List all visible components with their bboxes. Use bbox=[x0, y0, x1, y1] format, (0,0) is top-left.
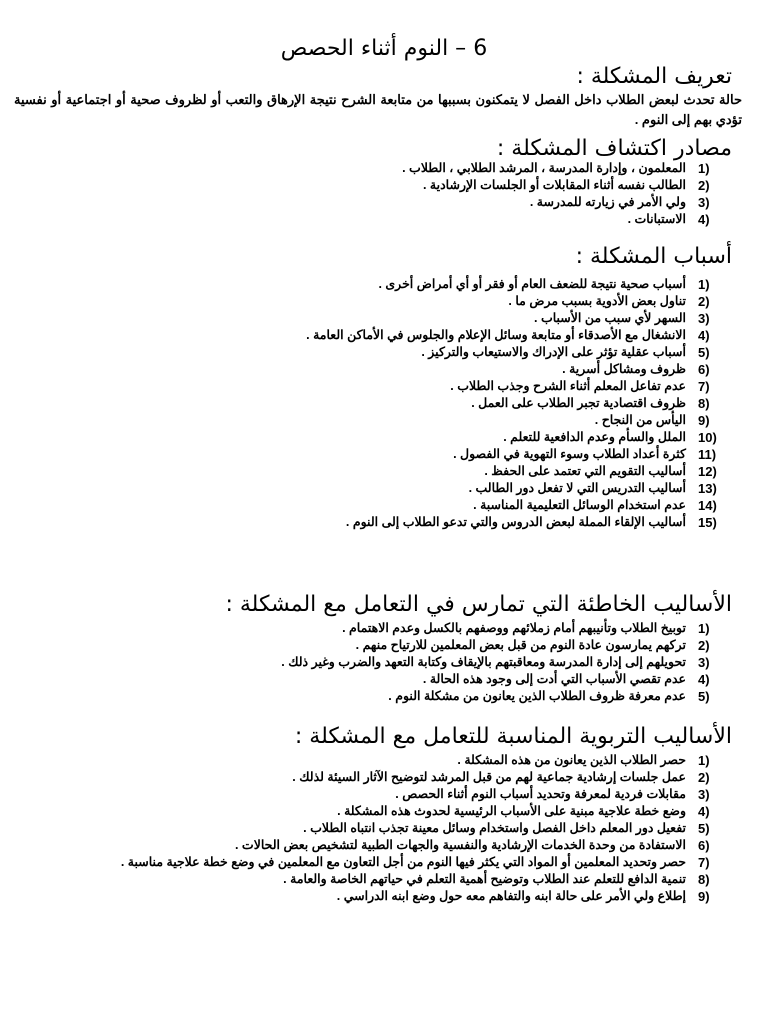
list-item-number: 15) bbox=[698, 515, 717, 530]
list-item-text: أسباب صحية نتيجة للضعف العام أو فقر أو أي أمراض أخرى . bbox=[378, 277, 686, 291]
definition-text: حالة تحدث لبعض الطلاب داخل الفصل لا يتمكنون بسببها من متابعة الشرح نتيجة الإرهاق والتعب أو لظروف صحية أو اجتماعية أو نفسية تؤدي بهم إلى النوم . bbox=[14, 92, 742, 127]
list-item bbox=[0, 293, 768, 310]
list-item-number: 1) bbox=[698, 161, 710, 176]
list-item bbox=[0, 160, 768, 177]
list-item-text: تنمية الدافع للتعلم عند الطلاب وتوضيح أهمية التعلم في حياتهم الخاصة والعامة . bbox=[283, 872, 686, 886]
list-item bbox=[0, 412, 768, 429]
list-item-number: 3) bbox=[698, 655, 710, 670]
list-item-text: ولي الأمر في زيارته للمدرسة . bbox=[529, 195, 686, 209]
causes-heading: أسباب المشكلة : bbox=[575, 244, 732, 269]
list-item-text: إطلاع ولي الأمر على حالة ابنه والتفاهم معه حول وضع ابنه الدراسي . bbox=[336, 889, 686, 903]
list-item bbox=[0, 803, 768, 820]
list-item-text: تركهم يمارسون عادة النوم من قبل بعض المعلمين للارتياح منهم . bbox=[355, 638, 686, 652]
educational-methods-heading: الأساليب التربوية المناسبة للتعامل مع المشكلة : bbox=[294, 724, 732, 749]
list-item-number: 5) bbox=[698, 345, 710, 360]
list-item bbox=[0, 446, 768, 463]
list-item bbox=[0, 837, 768, 854]
list-item-text: عدم استخدام الوسائل التعليمية المناسبة . bbox=[473, 498, 686, 512]
list-item-number: 9) bbox=[698, 413, 710, 428]
list-item-number: 13) bbox=[698, 481, 717, 496]
list-item bbox=[0, 820, 768, 837]
list-item bbox=[0, 344, 768, 361]
list-item bbox=[0, 854, 768, 871]
list-item bbox=[0, 177, 768, 194]
list-item-text: توبيخ الطلاب وتأنيبهم أمام زملائهم ووصفهم بالكسل وعدم الاهتمام . bbox=[342, 621, 686, 635]
list-item-number: 11) bbox=[698, 447, 717, 462]
list-item-text: تحويلهم إلى إدارة المدرسة ومعاقبتهم بالإيقاف وكتابة التعهد والضرب وغير ذلك . bbox=[281, 655, 686, 669]
list-item-text: السهر لأي سبب من الأسباب . bbox=[534, 311, 686, 325]
list-item-text: أساليب الإلقاء المملة لبعض الدروس والتي تدعو الطلاب إلى النوم . bbox=[345, 515, 686, 529]
list-item-number: 3) bbox=[698, 311, 710, 326]
list-item-text: كثرة أعداد الطلاب وسوء التهوية في الفصول . bbox=[453, 447, 686, 461]
list-item-number: 4) bbox=[698, 212, 710, 227]
list-item bbox=[0, 480, 768, 497]
list-item bbox=[0, 654, 768, 671]
list-item-number: 4) bbox=[698, 672, 710, 687]
list-item bbox=[0, 620, 768, 637]
list-item-number: 2) bbox=[698, 638, 710, 653]
list-item bbox=[0, 752, 768, 769]
list-item bbox=[0, 671, 768, 688]
list-item-number: 2) bbox=[698, 178, 710, 193]
list-item-text: أساليب التدريس التي لا تفعل دور الطالب . bbox=[468, 481, 686, 495]
list-item-number: 14) bbox=[698, 498, 717, 513]
list-item bbox=[0, 786, 768, 803]
list-item-text: الطالب نفسه أثناء المقابلات أو الجلسات الإرشادية . bbox=[422, 178, 686, 192]
list-item-text: حصر الطلاب الذين يعانون من هذه المشكلة . bbox=[457, 753, 686, 767]
list-item-number: 5) bbox=[698, 689, 710, 704]
list-item-number: 3) bbox=[698, 195, 710, 210]
list-item bbox=[0, 688, 768, 705]
page-title: 6 – النوم أثناء الحصص bbox=[280, 36, 488, 61]
list-item-text: تناول بعض الأدوية بسبب مرض ما . bbox=[508, 294, 686, 308]
list-item-number: 10) bbox=[698, 430, 717, 445]
list-item-number: 1) bbox=[698, 753, 710, 768]
list-item bbox=[0, 395, 768, 412]
list-item-number: 2) bbox=[698, 294, 710, 309]
list-item-text: ظروف ومشاكل أسرية . bbox=[562, 362, 686, 376]
list-item bbox=[0, 497, 768, 514]
list-item bbox=[0, 637, 768, 654]
list-item-text: الملل والسأم وعدم الدافعية للتعلم . bbox=[503, 430, 686, 444]
educational-methods-list bbox=[0, 752, 768, 905]
list-item-text: المعلمون ، وإدارة المدرسة ، المرشد الطلابي ، الطلاب . bbox=[402, 161, 686, 175]
wrong-methods-heading: الأساليب الخاطئة التي تمارس في التعامل مع المشكلة : bbox=[225, 592, 732, 617]
list-item-text: عدم تفاعل المعلم أثناء الشرح وجذب الطلاب . bbox=[450, 379, 686, 393]
sources-heading: مصادر اكتشاف المشكلة : bbox=[496, 136, 732, 161]
list-item-number: 4) bbox=[698, 328, 710, 343]
list-item-text: مقابلات فردية لمعرفة وتحديد أسباب النوم أثناء الحصص . bbox=[395, 787, 686, 801]
list-item-number: 7) bbox=[698, 855, 710, 870]
list-item bbox=[0, 194, 768, 211]
list-item bbox=[0, 361, 768, 378]
list-item-text: تفعيل دور المعلم داخل الفصل واستخدام وسائل معينة تجذب انتباه الطلاب . bbox=[303, 821, 686, 835]
list-item bbox=[0, 310, 768, 327]
list-item-text: الاستفادة من وحدة الخدمات الإرشادية والنفسية والجهات الطبية لتشخيص بعض الحالات . bbox=[234, 838, 686, 852]
list-item-number: 1) bbox=[698, 277, 710, 292]
wrong-methods-list bbox=[0, 620, 768, 705]
list-item bbox=[0, 888, 768, 905]
list-item bbox=[0, 429, 768, 446]
list-item-text: عدم معرفة ظروف الطلاب الذين يعانون من مشكلة النوم . bbox=[388, 689, 686, 703]
list-item bbox=[0, 276, 768, 293]
list-item-number: 8) bbox=[698, 396, 710, 411]
list-item bbox=[0, 871, 768, 888]
list-item-number: 3) bbox=[698, 787, 710, 802]
list-item-text: عدم تقصي الأسباب التي أدت إلى وجود هذه الحالة . bbox=[422, 672, 686, 686]
list-item bbox=[0, 378, 768, 395]
list-item-number: 2) bbox=[698, 770, 710, 785]
list-item-text: أسباب عقلية تؤثر على الإدراك والاستيعاب والتركيز . bbox=[421, 345, 686, 359]
list-item-number: 8) bbox=[698, 872, 710, 887]
list-item-number: 1) bbox=[698, 621, 710, 636]
list-item bbox=[0, 211, 768, 228]
list-item-number: 5) bbox=[698, 821, 710, 836]
list-item-text: ظروف اقتصادية تجبر الطلاب على العمل . bbox=[471, 396, 686, 410]
list-item-text: وضع خطة علاجية مبنية على الأسباب الرئيسية لحدوث هذه المشكلة . bbox=[337, 804, 686, 818]
list-item-text: الانشغال مع الأصدقاء أو متابعة وسائل الإعلام والجلوس في الأماكن العامة . bbox=[306, 328, 686, 342]
list-item-text: عمل جلسات إرشادية جماعية لهم من قبل المرشد لتوضيح الآثار السيئة لذلك . bbox=[292, 770, 686, 784]
list-item-number: 7) bbox=[698, 379, 710, 394]
list-item-text: اليأس من النجاح . bbox=[594, 413, 686, 427]
list-item bbox=[0, 327, 768, 344]
sources-list bbox=[0, 160, 768, 228]
list-item bbox=[0, 514, 768, 531]
causes-list bbox=[0, 276, 768, 531]
list-item bbox=[0, 463, 768, 480]
list-item-number: 6) bbox=[698, 838, 710, 853]
list-item-number: 4) bbox=[698, 804, 710, 819]
list-item-text: حصر وتحديد المعلمين أو المواد التي يكثر فيها النوم من أجل التعاون مع المعلمين في وضع خطة علاجية مناسبة . bbox=[120, 855, 686, 869]
list-item-number: 9) bbox=[698, 889, 710, 904]
list-item-number: 12) bbox=[698, 464, 717, 479]
list-item bbox=[0, 769, 768, 786]
list-item-text: الاستبانات . bbox=[627, 212, 686, 226]
list-item-text: أساليب التقويم التي تعتمد على الحفظ . bbox=[484, 464, 686, 478]
definition-heading: تعريف المشكلة : bbox=[576, 64, 732, 89]
list-item-number: 6) bbox=[698, 362, 710, 377]
